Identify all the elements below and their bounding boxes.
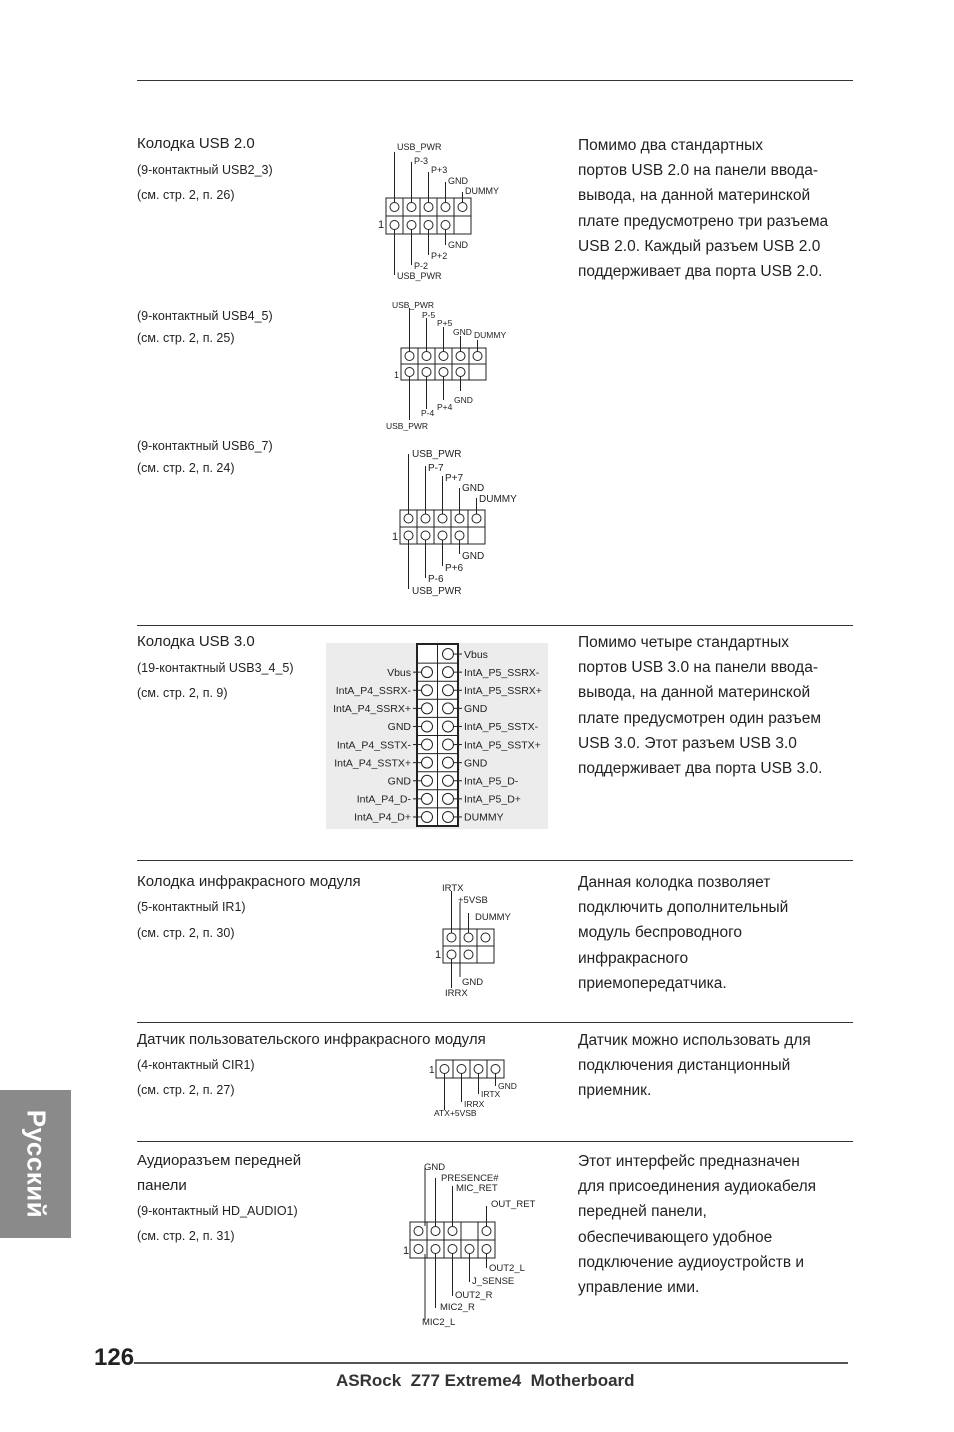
svg-text:P-5: P-5 bbox=[422, 310, 436, 320]
usb3-right-pin-label: IntA_P5_SSRX+ bbox=[464, 684, 542, 697]
usb3-right-pin-label: GND bbox=[464, 757, 488, 770]
svg-text:1: 1 bbox=[394, 370, 400, 380]
svg-text:GND: GND bbox=[462, 551, 485, 562]
usb3-left-pin-label: IntA_P4_D- bbox=[356, 793, 411, 806]
usb3-pin-diagram bbox=[326, 643, 548, 829]
usb2-header2-ref: (см. стр. 2, п. 25) bbox=[137, 331, 235, 345]
usb3-right-pin-label: DUMMY bbox=[464, 811, 504, 824]
svg-text:OUT2_L: OUT2_L bbox=[489, 1263, 525, 1274]
usb3-right-pin-label: IntA_P5_SSTX- bbox=[464, 721, 539, 734]
audio-pins: (9-контактный HD_AUDIO1) bbox=[137, 1204, 298, 1218]
usb3-pins: (19-контактный USB3_4_5) bbox=[137, 661, 294, 675]
svg-text:GND: GND bbox=[498, 1081, 517, 1091]
footer-rule bbox=[134, 1362, 848, 1364]
svg-text:USB_PWR: USB_PWR bbox=[392, 300, 435, 310]
section-divider-audio bbox=[137, 1141, 853, 1142]
svg-text:USB_PWR: USB_PWR bbox=[386, 421, 429, 431]
svg-text:P-3: P-3 bbox=[414, 156, 429, 166]
svg-text:GND: GND bbox=[462, 483, 485, 494]
usb3-left-pin-label: GND bbox=[387, 775, 411, 788]
ir-pins: (5-контактный IR1) bbox=[137, 900, 246, 914]
svg-text:IRTX: IRTX bbox=[442, 883, 464, 894]
usb2-header3-pins: (9-контактный USB6_7) bbox=[137, 439, 273, 453]
usb3-left-pin-label: IntA_P4_D+ bbox=[354, 811, 411, 824]
cir-ref: (см. стр. 2, п. 27) bbox=[137, 1083, 235, 1097]
footer-title: ASRock Z77 Extreme4 Motherboard bbox=[336, 1371, 635, 1390]
usb3-left-pin-label: Vbus bbox=[387, 666, 411, 679]
cir-description: Датчик можно использовать для подключения дистанционный приемник. bbox=[578, 1032, 811, 1100]
svg-text:1: 1 bbox=[378, 219, 385, 231]
usb3-right-pin-label: Vbus bbox=[464, 648, 488, 661]
svg-text:P-7: P-7 bbox=[428, 463, 444, 474]
usb3-left-pin-label: IntA_P4_SSTX+ bbox=[334, 757, 411, 770]
usb2-title: Колодка USB 2.0 bbox=[137, 135, 255, 152]
svg-text:1: 1 bbox=[435, 949, 442, 961]
usb3-left-pin-label: IntA_P4_SSRX- bbox=[335, 684, 411, 697]
svg-text:DUMMY: DUMMY bbox=[475, 912, 511, 923]
page-number: 126 bbox=[94, 1344, 135, 1371]
usb3-right-pin-label: IntA_P5_D- bbox=[464, 775, 519, 788]
svg-text:USB_PWR: USB_PWR bbox=[412, 449, 462, 460]
svg-text:P-4: P-4 bbox=[421, 408, 435, 418]
language-side-tab bbox=[0, 1090, 71, 1238]
usb3-left-pin-label: GND bbox=[387, 721, 411, 734]
usb3-right-pin-label: IntA_P5_D+ bbox=[464, 793, 521, 806]
svg-text:OUT2_R: OUT2_R bbox=[455, 1290, 493, 1301]
svg-text:P+3: P+3 bbox=[431, 165, 448, 175]
svg-text:P+6: P+6 bbox=[445, 563, 464, 574]
cir-title: Датчик пользовательского инфракрасного модуля bbox=[137, 1031, 486, 1048]
ir-title: Колодка инфракрасного модуля bbox=[137, 873, 361, 890]
usb2-header3-ref: (см. стр. 2, п. 24) bbox=[137, 461, 235, 475]
svg-text:MIC_RET: MIC_RET bbox=[456, 1183, 498, 1194]
usb2-3-pin-diagram bbox=[376, 140, 516, 285]
svg-text:GND: GND bbox=[448, 240, 468, 250]
svg-text:USB_PWR: USB_PWR bbox=[412, 586, 462, 597]
svg-text:IRRX: IRRX bbox=[464, 1099, 485, 1109]
svg-text:PRESENCE#: PRESENCE# bbox=[441, 1173, 499, 1184]
svg-text:MIC2_R: MIC2_R bbox=[440, 1302, 475, 1313]
svg-text:GND: GND bbox=[453, 327, 472, 337]
svg-text:ATX+5VSB: ATX+5VSB bbox=[434, 1108, 477, 1118]
svg-text:GND: GND bbox=[462, 977, 484, 988]
svg-text:DUMMY: DUMMY bbox=[465, 186, 499, 196]
svg-text:DUMMY: DUMMY bbox=[474, 330, 507, 340]
svg-text:IRTX: IRTX bbox=[481, 1089, 501, 1099]
svg-text:1: 1 bbox=[403, 1245, 410, 1257]
svg-text:J_SENSE: J_SENSE bbox=[472, 1276, 515, 1287]
svg-text:OUT_RET: OUT_RET bbox=[491, 1199, 536, 1210]
cir-pins: (4-контактный CIR1) bbox=[137, 1058, 255, 1072]
usb6-7-pin-diagram bbox=[392, 444, 532, 599]
ir-pin-diagram bbox=[434, 880, 534, 1000]
svg-text:GND: GND bbox=[448, 176, 468, 186]
usb4-5-pin-diagram bbox=[384, 298, 524, 433]
section-divider-cir bbox=[137, 1022, 853, 1023]
ir-description: Данная колодка позволяет подключить дополнительный модуль беспроводного инфракрасного приемопередатчика. bbox=[578, 874, 789, 992]
svg-text:+5VSB: +5VSB bbox=[458, 895, 488, 906]
usb2-header1-ref: (см. стр. 2, п. 26) bbox=[137, 188, 235, 202]
audio-ref: (см. стр. 2, п. 31) bbox=[137, 1229, 235, 1243]
svg-text:IRRX: IRRX bbox=[445, 988, 468, 999]
ir-ref: (см. стр. 2, п. 30) bbox=[137, 926, 235, 940]
svg-text:USB_PWR: USB_PWR bbox=[397, 142, 442, 152]
svg-text:P+7: P+7 bbox=[445, 473, 464, 484]
usb3-right-pin-label: IntA_P5_SSTX+ bbox=[464, 739, 541, 752]
usb3-ref: (см. стр. 2, п. 9) bbox=[137, 686, 228, 700]
svg-text:P-6: P-6 bbox=[428, 574, 444, 585]
usb3-description: Помимо четыре стандартных портов USB 3.0 на панели ввода- вывода, на данной материнской плате предусмотрен один разъем USB 3.0. Этот разъем USB 3.0 поддерживает два порта USB 3.0. bbox=[578, 634, 823, 778]
header-rule bbox=[137, 80, 853, 81]
audio-title-line1: Аудиоразъем передней bbox=[137, 1152, 302, 1169]
svg-text:DUMMY: DUMMY bbox=[479, 494, 517, 505]
usb3-left-pin-label: IntA_P4_SSRX+ bbox=[333, 703, 411, 716]
audio-pin-diagram bbox=[400, 1158, 550, 1330]
language-label: Русский bbox=[21, 1109, 51, 1219]
svg-text:GND: GND bbox=[424, 1162, 446, 1173]
usb3-right-pin-label: IntA_P5_SSRX- bbox=[464, 666, 540, 679]
usb3-left-pin-label: IntA_P4_SSTX- bbox=[336, 739, 411, 752]
section-divider-ir bbox=[137, 860, 853, 861]
svg-text:P+5: P+5 bbox=[437, 318, 453, 328]
audio-description: Этот интерфейс предназначен для присоединения аудиокабеля передней панели, обеспечивающего удобное подключение аудиоустройств и управление ими. bbox=[578, 1153, 817, 1297]
section-divider-usb3 bbox=[137, 625, 853, 626]
svg-text:P+2: P+2 bbox=[431, 251, 448, 261]
svg-text:MIC2_L: MIC2_L bbox=[422, 1317, 456, 1328]
svg-text:1: 1 bbox=[429, 1065, 435, 1076]
svg-text:P-2: P-2 bbox=[414, 261, 429, 271]
svg-text:GND: GND bbox=[454, 395, 473, 405]
svg-text:1: 1 bbox=[392, 531, 399, 543]
usb2-header2-pins: (9-контактный USB4_5) bbox=[137, 309, 273, 323]
cir-pin-diagram bbox=[428, 1058, 528, 1122]
usb3-title: Колодка USB 3.0 bbox=[137, 633, 255, 650]
svg-text:USB_PWR: USB_PWR bbox=[397, 271, 442, 281]
usb3-right-pin-label: GND bbox=[464, 703, 488, 716]
audio-title-line2: панели bbox=[137, 1177, 187, 1194]
usb2-description: Помимо два стандартных портов USB 2.0 на панели ввода- вывода, на данной материнской плате предусмотрено три разъема USB 2.0. Каждый разъем USB 2.0 поддерживает два порта USB 2.0. bbox=[578, 137, 829, 281]
usb2-header1-pins: (9-контактный USB2_3) bbox=[137, 163, 273, 177]
svg-text:P+4: P+4 bbox=[437, 402, 453, 412]
